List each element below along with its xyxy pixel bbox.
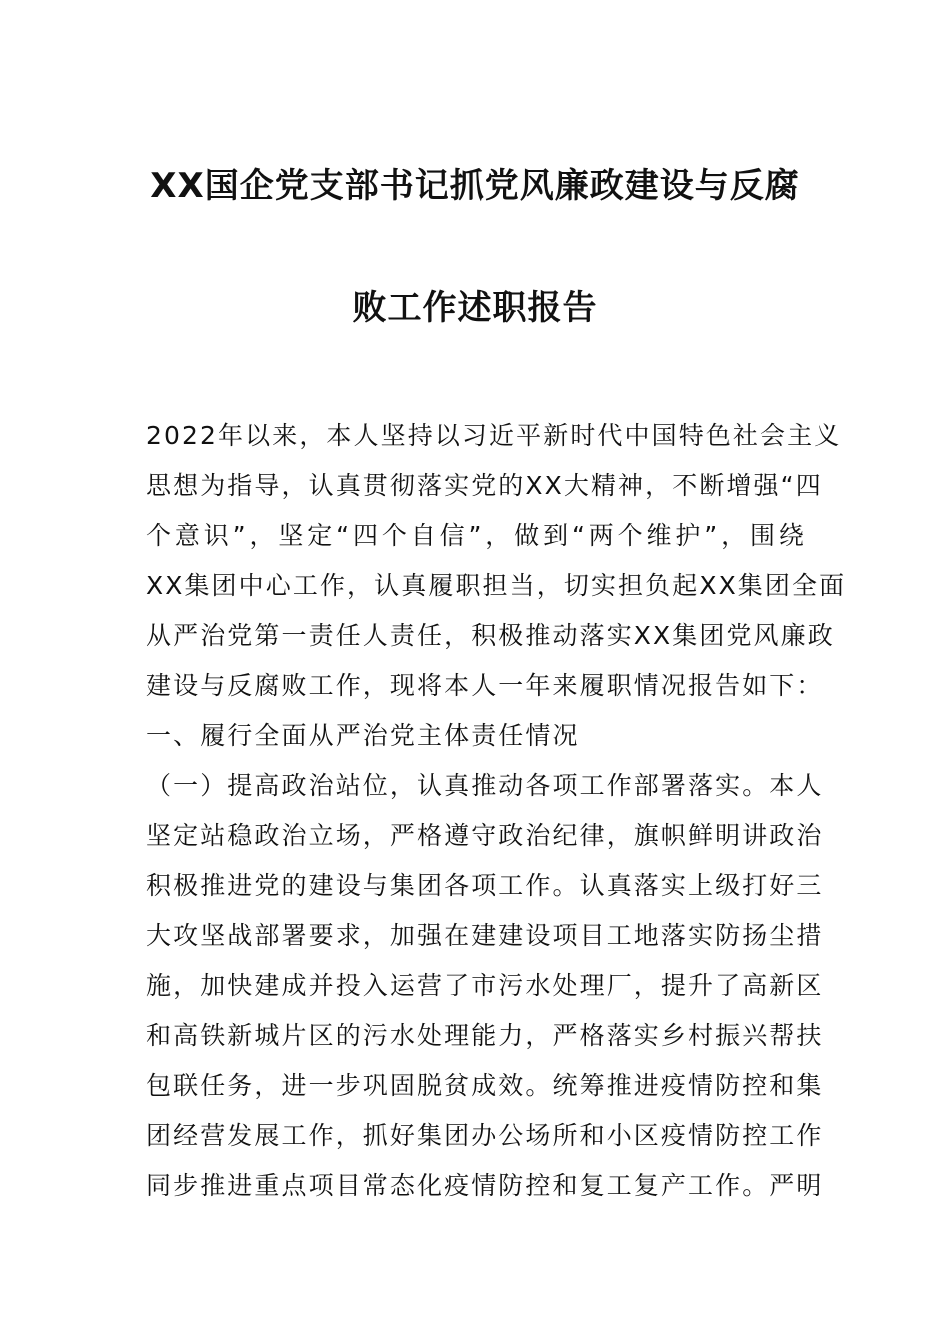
paragraph-line: 2022年以来，本人坚持以习近平新时代中国特色社会主义 — [146, 421, 842, 450]
paragraph-line: 包联任务，进一步巩固脱贫成效。统筹推进疫情防控和集 — [146, 1071, 824, 1100]
subsection-heading-line: （一）提高政治站位，认真推动各项工作部署落实。本人 — [146, 771, 824, 800]
paragraph-line: 团经营发展工作，抓好集团办公场所和小区疫情防控工作 — [146, 1121, 824, 1150]
paragraph-line: 同步推进重点项目常态化疫情防控和复工复产工作。严明 — [146, 1171, 824, 1200]
paragraph-line: 个意识”，坚定“四个自信”，做到“两个维护”，围绕 — [146, 521, 806, 550]
paragraph-line: 坚定站稳政治立场，严格遵守政治纪律，旗帜鲜明讲政治 — [146, 821, 824, 850]
paragraph-line: 和高铁新城片区的污水处理能力，严格落实乡村振兴帮扶 — [146, 1021, 824, 1050]
document-title-line-2: 败工作述职报告 — [352, 288, 598, 328]
paragraph-line: 大攻坚战部署要求，加强在建建设项目工地落实防扬尘措 — [146, 921, 824, 950]
section-heading: 一、履行全面从严治党主体责任情况 — [146, 721, 580, 750]
paragraph-line: 积极推进党的建设与集团各项工作。认真落实上级打好三 — [146, 871, 824, 900]
paragraph-line: 施，加快建成并投入运营了市污水处理厂，提升了高新区 — [146, 971, 824, 1000]
paragraph-line: 建设与反腐败工作，现将本人一年来履职情况报告如下： — [146, 671, 824, 700]
paragraph-line: 思想为指导，认真贯彻落实党的XX大精神，不断增强“四 — [146, 471, 823, 500]
paragraph-line: 从严治党第一责任人责任，积极推动落实XX集团党风廉政 — [146, 621, 835, 650]
document-title-line-1: XX国企党支部书记抓党风廉政建设与反腐 — [150, 166, 800, 206]
paragraph-line: XX集团中心工作，认真履职担当，切实担负起XX集团全面 — [146, 571, 847, 600]
